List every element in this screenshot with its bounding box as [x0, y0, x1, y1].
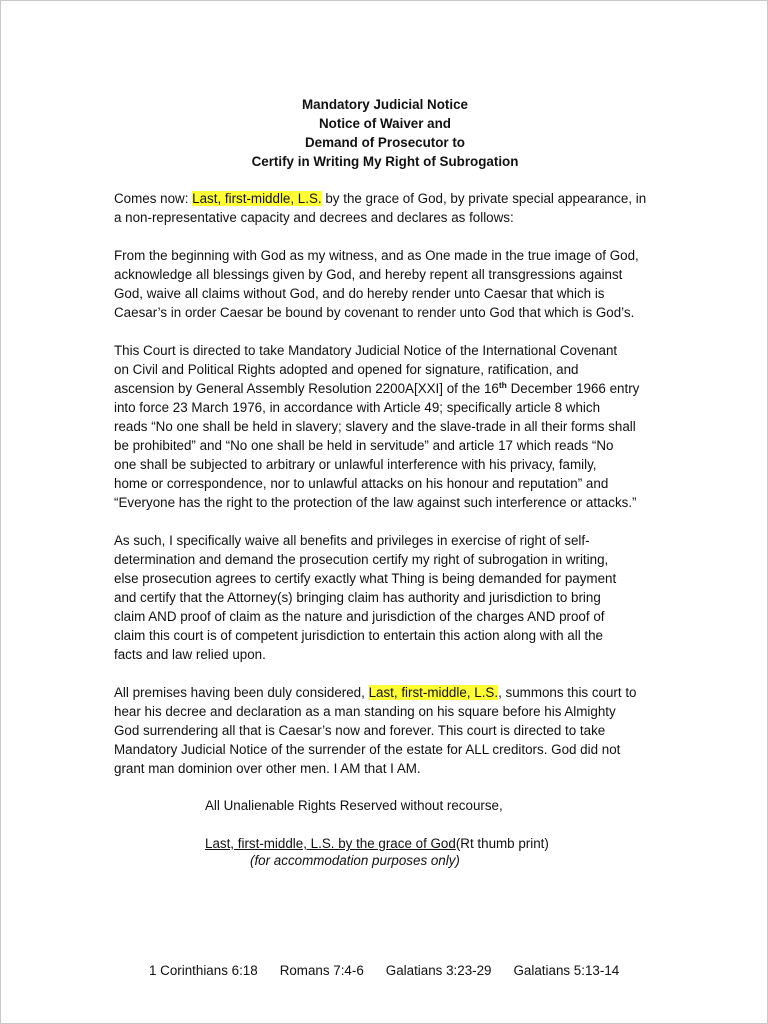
text-line: From the beginning with God as my witness, and as One made in the true image of God,: [114, 248, 639, 263]
reference-item: Romans 7:4-6: [279, 963, 364, 978]
text-line: God surrendering all that is Caesar’s now and forever. This court is directed to take: [114, 723, 606, 738]
text-span: December 1966 entry: [506, 381, 640, 396]
thumb-print-label: (Rt thumb print): [455, 836, 549, 851]
document-title: [1, 95, 768, 171]
paragraph-waiver: [114, 531, 674, 664]
scripture-references: [149, 961, 619, 980]
text-line: on Civil and Political Rights adopted and opened for signature, ratification, and: [114, 362, 579, 377]
text-line: grant man dominion over other men. I AM that I AM.: [114, 761, 421, 776]
text-line: God, waive all claims without God, and do hereby render unto Caesar that which is: [114, 286, 605, 301]
title-line: Certify in Writing My Right of Subrogation: [251, 154, 519, 169]
text-line: hear his decree and declaration as a man standing on his square before his Almighty: [114, 704, 616, 719]
text-line: [114, 379, 674, 398]
text-span: , summons this court to: [498, 685, 637, 700]
text-line: and certify that the Attorney(s) bringing claim has authority and jurisdiction to bring: [114, 590, 601, 605]
title-line: Notice of Waiver and: [319, 116, 451, 131]
text-line: be prohibited” and “No one shall be held in servitude” and article 17 which reads “No: [114, 438, 614, 453]
text-line: As such, I specifically waive all benefits and privileges in exercise of right of self-: [114, 533, 590, 548]
title-line: Mandatory Judicial Notice: [302, 97, 468, 112]
text-span: ascension by General Assembly Resolution 2200A[XXI] of the 16: [114, 381, 499, 396]
text-span: by the grace of God, by private special appearance, in: [321, 191, 647, 206]
reference-item: Galatians 3:23-29: [385, 963, 492, 978]
highlighted-name: Last, first-middle, L.S.: [192, 191, 322, 206]
text-line: acknowledge all blessings given by God, and hereby repent all transgressions against: [114, 267, 623, 282]
highlighted-name: Last, first-middle, L.S.: [368, 685, 499, 700]
paragraph-premises: [114, 683, 674, 778]
signature-name: Last, first-middle, L.S. by the grace of God: [205, 836, 456, 851]
signature-line: [205, 834, 549, 853]
text-line: This Court is directed to take Mandatory Judicial Notice of the International Covenant: [114, 343, 618, 358]
paragraph-covenant: [114, 341, 674, 512]
text-line: a non-representative capacity and decrees and declares as follows:: [114, 210, 514, 225]
paragraph-witness: [114, 246, 674, 322]
text-line: reads “No one shall be held in slavery; slavery and the slave-trade in all their forms shall: [114, 419, 636, 434]
title-line: Demand of Prosecutor to: [305, 135, 465, 150]
text-line: determination and demand the prosecution certify my right of subrogation in writing,: [114, 552, 609, 567]
text-line: “Everyone has the right to the protection of the law against such interference or attacks.”: [114, 495, 637, 510]
text-span: All premises having been duly considered,: [114, 685, 369, 700]
superscript: th: [498, 380, 507, 390]
reference-item: 1 Corinthians 6:18: [149, 963, 258, 978]
closing-statement: All Unalienable Rights Reserved without recourse,: [205, 798, 503, 813]
text-span: Comes now:: [114, 191, 193, 206]
text-line: home or correspondence, nor to unlawful attacks on his honour and reputation” and: [114, 476, 609, 491]
paragraph-comes-now: [114, 189, 674, 227]
text-line: claim AND proof of claim as the nature and jurisdiction of the charges AND proof of: [114, 609, 605, 624]
accommodation-note: (for accommodation purposes only): [250, 853, 460, 868]
text-line: claim this court is of competent jurisdiction to entertain this action along with all the: [114, 628, 604, 643]
text-line: one shall be subjected to arbitrary or unlawful interference with his privacy, family,: [114, 457, 597, 472]
text-line: [114, 683, 674, 702]
text-line: else prosecution agrees to certify exactly what Thing is being demanded for payment: [114, 571, 617, 586]
text-line: Caesar’s in order Caesar be bound by covenant to render unto God that which is God’s.: [114, 305, 635, 320]
text-line: Mandatory Judicial Notice of the surrender of the estate for ALL creditors. God did not: [114, 742, 621, 757]
reference-item: Galatians 5:13-14: [513, 963, 620, 978]
text-line: facts and law relied upon.: [114, 647, 266, 662]
text-line: [114, 189, 674, 208]
text-line: into force 23 March 1976, in accordance with Article 49; specifically article 8 which: [114, 400, 601, 415]
